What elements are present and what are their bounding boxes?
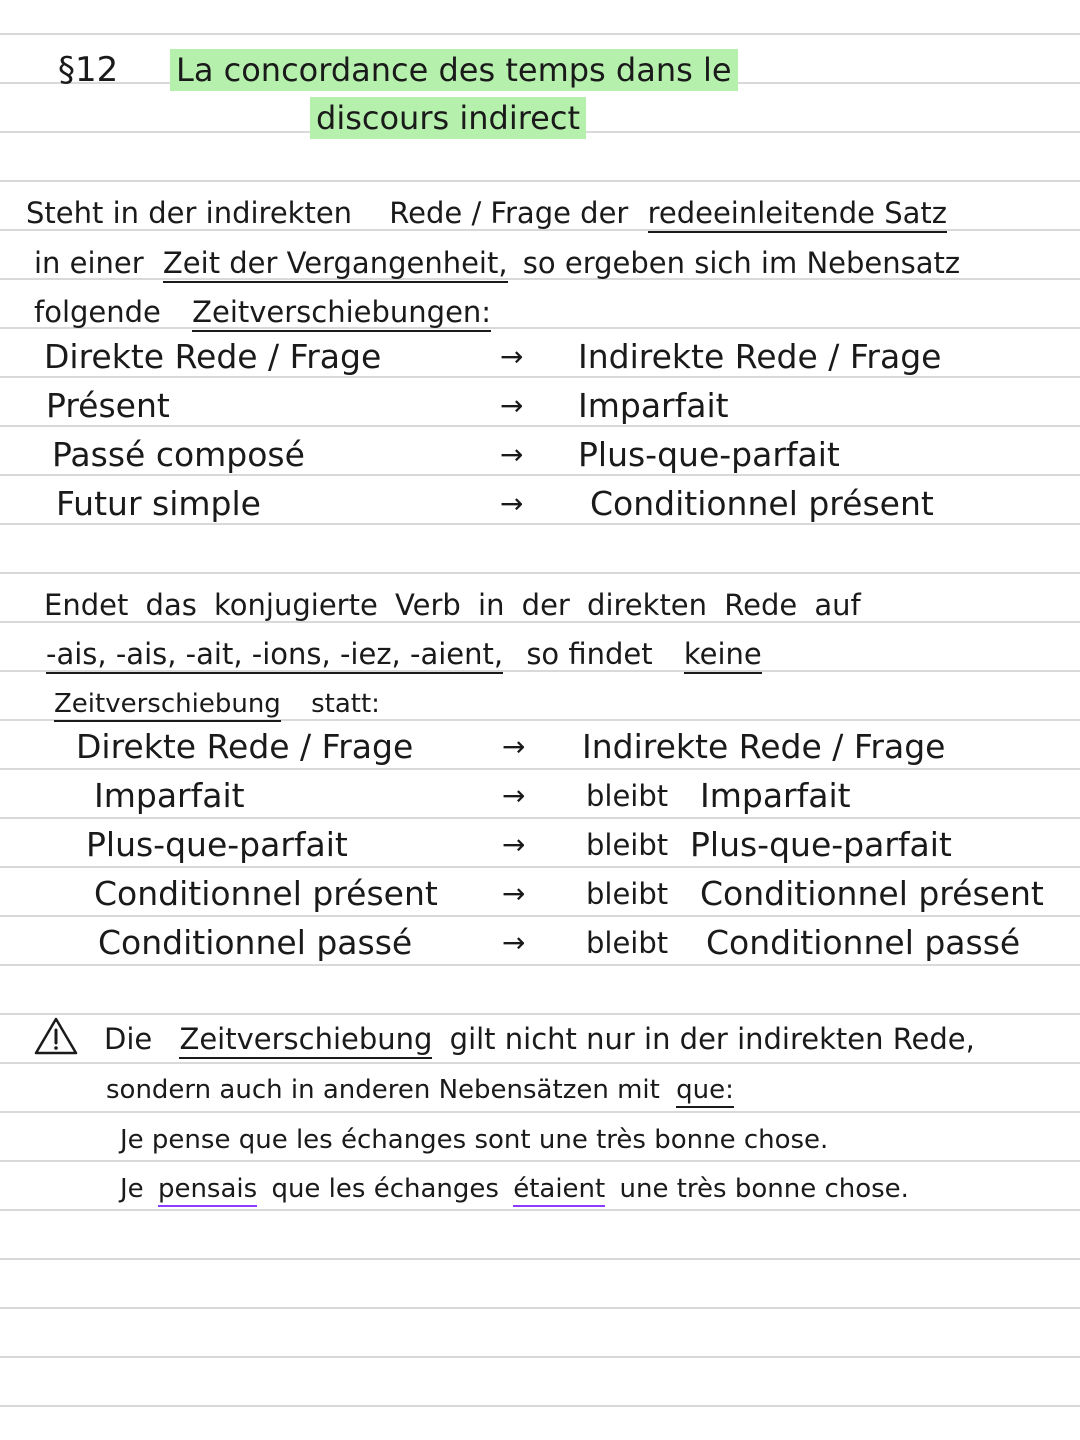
warning-line-1: Die Zeitverschiebung gilt nicht nur in der indirekten Rede, <box>104 1022 975 1056</box>
rule2-line-3: Zeitverschiebung statt: <box>54 688 380 720</box>
table1-row-left: Présent <box>46 386 170 425</box>
arrow-icon: → <box>500 340 524 373</box>
arrow-icon: → <box>502 828 526 861</box>
table2-row-left: Conditionnel présent <box>94 874 438 913</box>
arrow-icon: → <box>502 779 526 812</box>
warning-icon <box>33 1016 79 1056</box>
table2-header-left: Direkte Rede / Frage <box>76 727 414 766</box>
table1-row-left: Futur simple <box>56 484 261 523</box>
arrow-icon: → <box>500 438 524 471</box>
bleibt-label: bleibt <box>586 779 669 813</box>
table2-row-right: Imparfait <box>700 776 851 815</box>
arrow-icon: → <box>502 877 526 910</box>
table1-row-left: Passé composé <box>52 435 305 474</box>
table1-header-left: Direkte Rede / Frage <box>44 337 382 376</box>
table1-row-right: Conditionnel présent <box>590 484 934 523</box>
table2-row-left: Imparfait <box>94 776 245 815</box>
bleibt-label: bleibt <box>586 926 669 960</box>
table1-header-right: Indirekte Rede / Frage <box>578 337 942 376</box>
title-highlight-1: La concordance des temps dans le <box>170 49 738 91</box>
table2-row-right: Conditionnel présent <box>700 874 1044 913</box>
warning-line-2: sondern auch in anderen Nebensätzen mit que: <box>106 1074 734 1106</box>
page-title-line1 <box>170 50 738 90</box>
arrow-icon: → <box>500 487 524 520</box>
intro-line-1: Steht in der indirekten Rede / Frage der redeeinleitende Satz <box>26 196 947 230</box>
intro-line-2: in einer Zeit der Vergangenheit, so ergeben sich im Nebensatz <box>34 246 960 280</box>
bleibt-label: bleibt <box>586 877 669 911</box>
table2-row-right: Plus-que-parfait <box>690 825 952 864</box>
rule2-line-2: -ais, -ais, -ait, -ions, -iez, -aient, so findet keine <box>46 637 762 671</box>
example-sentence-2: Je pensais que les échanges étaient une très bonne chose. <box>120 1173 909 1205</box>
page-title-line2 <box>310 98 586 138</box>
example-sentence-1: Je pense que les échanges sont une très bonne chose. <box>120 1125 829 1155</box>
arrow-icon: → <box>500 389 524 422</box>
arrow-icon: → <box>502 730 526 763</box>
table1-row-right: Imparfait <box>578 386 729 425</box>
table2-row-right: Conditionnel passé <box>706 923 1021 962</box>
rule2-line-1: Endet das konjugierte Verb in der direkten Rede auf <box>44 588 861 622</box>
title-highlight-2: discours indirect <box>310 97 586 139</box>
table2-header-right: Indirekte Rede / Frage <box>582 727 946 766</box>
arrow-icon: → <box>502 926 526 959</box>
intro-line-3: folgende Zeitverschiebungen: <box>34 295 491 329</box>
bleibt-label: bleibt <box>586 828 669 862</box>
table2-row-left: Conditionnel passé <box>98 923 413 962</box>
table2-row-left: Plus-que-parfait <box>86 825 348 864</box>
table1-row-right: Plus-que-parfait <box>578 435 840 474</box>
section-number: §12 <box>58 50 119 90</box>
